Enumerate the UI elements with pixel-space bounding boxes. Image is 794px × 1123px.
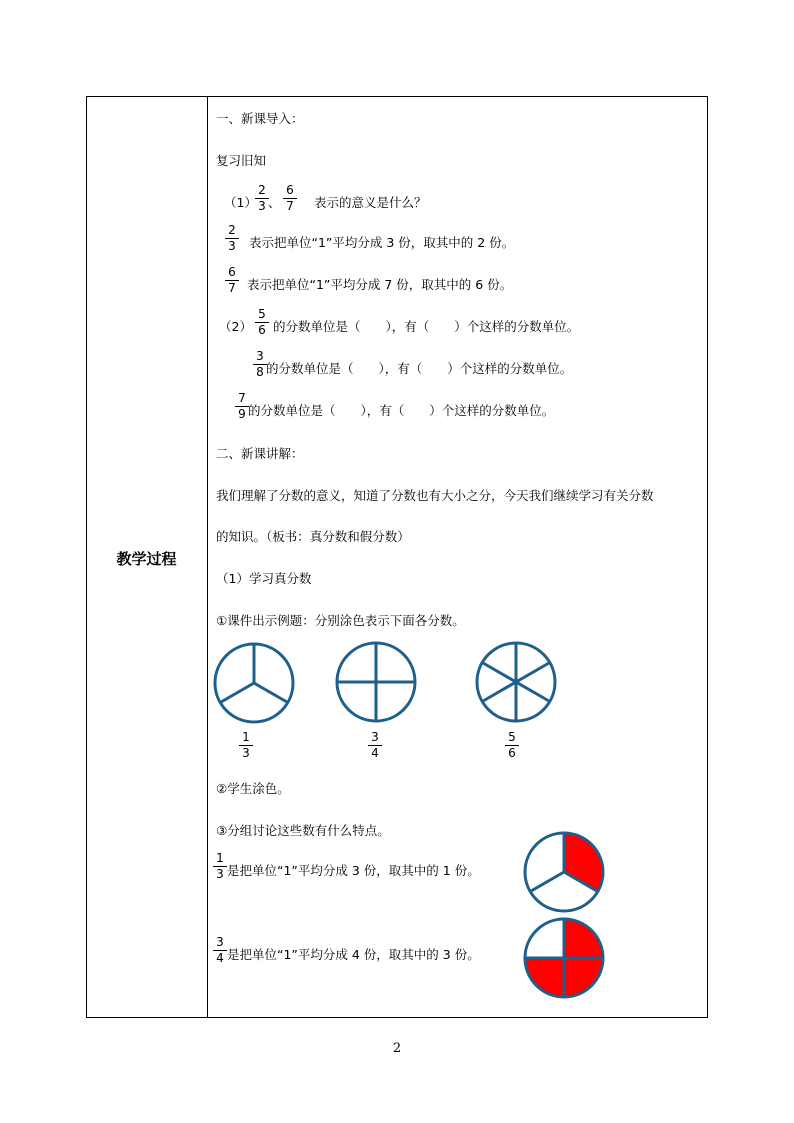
review-heading: 复习旧知 xyxy=(216,153,267,168)
e1-fraction: $\frac{1}{3}$ xyxy=(213,852,227,881)
q4-text: 的分数单位是（ ），有（ ）个这样的分数单位。 xyxy=(248,403,555,418)
q1-separator: 、 xyxy=(268,195,281,210)
q4-fraction: $\frac{7}{9}$ xyxy=(235,392,249,421)
q3-fraction: $\frac{3}{8}$ xyxy=(253,350,267,379)
circle-fraction-3: $\frac{5}{6}$ xyxy=(505,731,519,760)
section-2-heading: 二、新课讲解： xyxy=(216,446,304,461)
a1-text: 表示把单位“1”平均分成 3 份，取其中的 2 份。 xyxy=(249,235,515,250)
a1-fraction: $\frac{2}{3}$ xyxy=(225,224,239,253)
paragraph-line-1: 我们理解了分数的意义，知道了分数也有大小之分，今天我们继续学习有关分数 xyxy=(216,488,654,503)
section-1-heading: 一、新课导入： xyxy=(216,111,304,126)
e1-text: 是把单位“1”平均分成 3 份，取其中的 1 份。 xyxy=(227,863,480,878)
column-divider xyxy=(207,96,208,1018)
circle-fraction-1: $\frac{1}{3}$ xyxy=(239,731,253,760)
step-2: ②学生涂色。 xyxy=(216,781,290,796)
subheading-proper-fractions: （1）学习真分数 xyxy=(216,571,312,586)
q1-question: 表示的意义是什么？ xyxy=(314,195,427,210)
circle-fraction-2: $\frac{3}{4}$ xyxy=(368,731,382,760)
q2-prefix: （2） xyxy=(219,319,252,334)
circle-quarters xyxy=(334,640,418,724)
q1-fraction-1: $\frac{2}{3}$ xyxy=(255,184,269,213)
q2-text: 的分数单位是（ ），有（ ）个这样的分数单位。 xyxy=(273,319,580,334)
q3-text: 的分数单位是（ ），有（ ）个这样的分数单位。 xyxy=(266,361,573,376)
row-label: 教学过程 xyxy=(116,550,177,568)
a2-text: 表示把单位“1”平均分成 7 份，取其中的 6 份。 xyxy=(247,277,513,292)
q1-fraction-2: $\frac{6}{7}$ xyxy=(283,184,297,213)
step-1: ①课件出示例题：分别涂色表示下面各分数。 xyxy=(216,613,465,628)
paragraph-line-2: 的知识。（板书：真分数和假分数） xyxy=(216,529,410,544)
shaded-circle-one-third xyxy=(522,830,606,914)
circle-sixths xyxy=(474,640,558,724)
e2-text: 是把单位“1”平均分成 4 份，取其中的 3 份。 xyxy=(227,947,480,962)
a2-fraction: $\frac{6}{7}$ xyxy=(225,266,239,295)
shaded-circle-three-quarters xyxy=(522,916,606,1000)
q2-fraction: $\frac{5}{6}$ xyxy=(255,308,269,337)
page-number: 2 xyxy=(392,1041,402,1056)
q1-prefix: （1） xyxy=(224,195,257,210)
e2-fraction: $\frac{3}{4}$ xyxy=(213,936,227,965)
step-3: ③分组讨论这些数有什么特点。 xyxy=(216,823,390,838)
circle-thirds xyxy=(212,641,296,725)
